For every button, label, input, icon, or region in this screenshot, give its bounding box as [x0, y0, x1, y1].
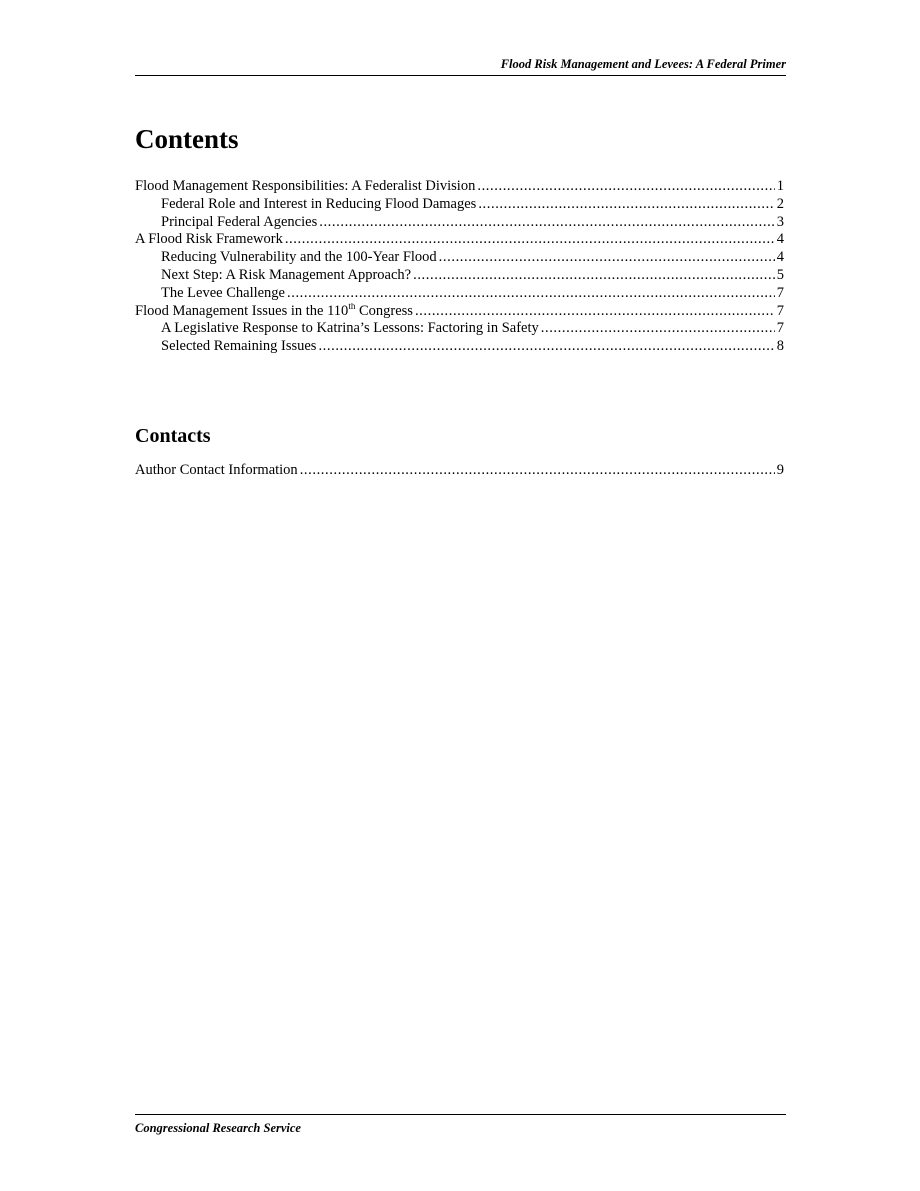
toc-dot-leader [285, 231, 775, 249]
toc-dot-leader [318, 338, 774, 356]
toc-page-number: 1 [776, 178, 784, 194]
toc-entry-title-text: Flood Management Issues in the 110 [135, 302, 349, 319]
toc-entry[interactable] [135, 214, 784, 232]
contents-list [135, 178, 784, 356]
toc-entry-title [161, 267, 411, 285]
toc-entry-title-text: Flood Management Responsibilities: A Federalist Division [135, 178, 476, 194]
toc-entry[interactable] [135, 249, 784, 267]
toc-entry[interactable] [135, 338, 784, 356]
toc-dot-leader [477, 178, 774, 196]
toc-dot-leader [478, 196, 774, 214]
toc-dot-leader [415, 303, 775, 321]
toc-entry[interactable] [135, 303, 784, 321]
toc-dot-leader [413, 267, 775, 285]
toc-dot-leader [287, 285, 775, 303]
toc-entry-title [135, 178, 475, 196]
toc-page-number: 7 [776, 284, 784, 301]
toc-entry-title [135, 231, 283, 249]
running-footer: Congressional Research Service [135, 1114, 786, 1136]
toc-entry-title [161, 249, 437, 267]
toc-entry-title [161, 196, 476, 214]
toc-page-number: 9 [776, 462, 784, 478]
toc-entry-title [161, 285, 285, 303]
toc-entry-title-text: Selected Remaining Issues [161, 338, 317, 355]
toc-entry-title [161, 338, 316, 356]
toc-entry[interactable] [135, 231, 784, 249]
toc-entry-title-text: Principal Federal Agencies [161, 213, 318, 230]
toc-entry[interactable] [135, 196, 784, 214]
toc-entry[interactable] [135, 178, 784, 196]
running-header: Flood Risk Management and Levees: A Federal Primer [135, 57, 786, 76]
toc-page-number: 3 [776, 213, 784, 230]
toc-entry-title-text: A Legislative Response to Katrina’s Lessons: Factoring in Safety [161, 320, 539, 337]
toc-entry-title [161, 320, 539, 338]
toc-dot-leader [319, 214, 775, 232]
toc-page-number: 4 [776, 249, 784, 266]
toc-dot-leader [300, 462, 775, 480]
toc-entry-title [135, 462, 298, 480]
contents-heading: Contents [135, 124, 239, 154]
toc-entry[interactable] [135, 320, 784, 338]
toc-entry-title-text-after: Congress [355, 302, 413, 319]
toc-entry-superscript: th [348, 302, 356, 311]
toc-page-number: 7 [776, 320, 784, 337]
toc-entry-title-text: Federal Role and Interest in Reducing Flood Damages [161, 195, 477, 212]
toc-entry[interactable] [135, 462, 784, 480]
toc-entry-title-text: Next Step: A Risk Management Approach? [161, 266, 412, 283]
toc-page-number: 7 [776, 302, 784, 319]
toc-page-number: 5 [776, 266, 784, 283]
toc-entry-title [161, 214, 317, 232]
toc-page-number: 2 [776, 195, 784, 212]
toc-page-number: 8 [776, 338, 784, 355]
toc-entry-title-text: Reducing Vulnerability and the 100-Year Flood [161, 249, 437, 266]
toc-entry-title-text: The Levee Challenge [161, 284, 285, 301]
toc-entry[interactable] [135, 285, 784, 303]
toc-entry-title-text: Author Contact Information [135, 462, 298, 478]
toc-entry[interactable] [135, 267, 784, 285]
contacts-list [135, 462, 784, 480]
toc-dot-leader [541, 320, 775, 338]
toc-dot-leader [439, 249, 775, 267]
contacts-heading: Contacts [135, 425, 211, 447]
toc-entry-title [135, 303, 413, 321]
toc-entry-title-text: A Flood Risk Framework [135, 231, 283, 248]
toc-page-number: 4 [776, 231, 784, 248]
